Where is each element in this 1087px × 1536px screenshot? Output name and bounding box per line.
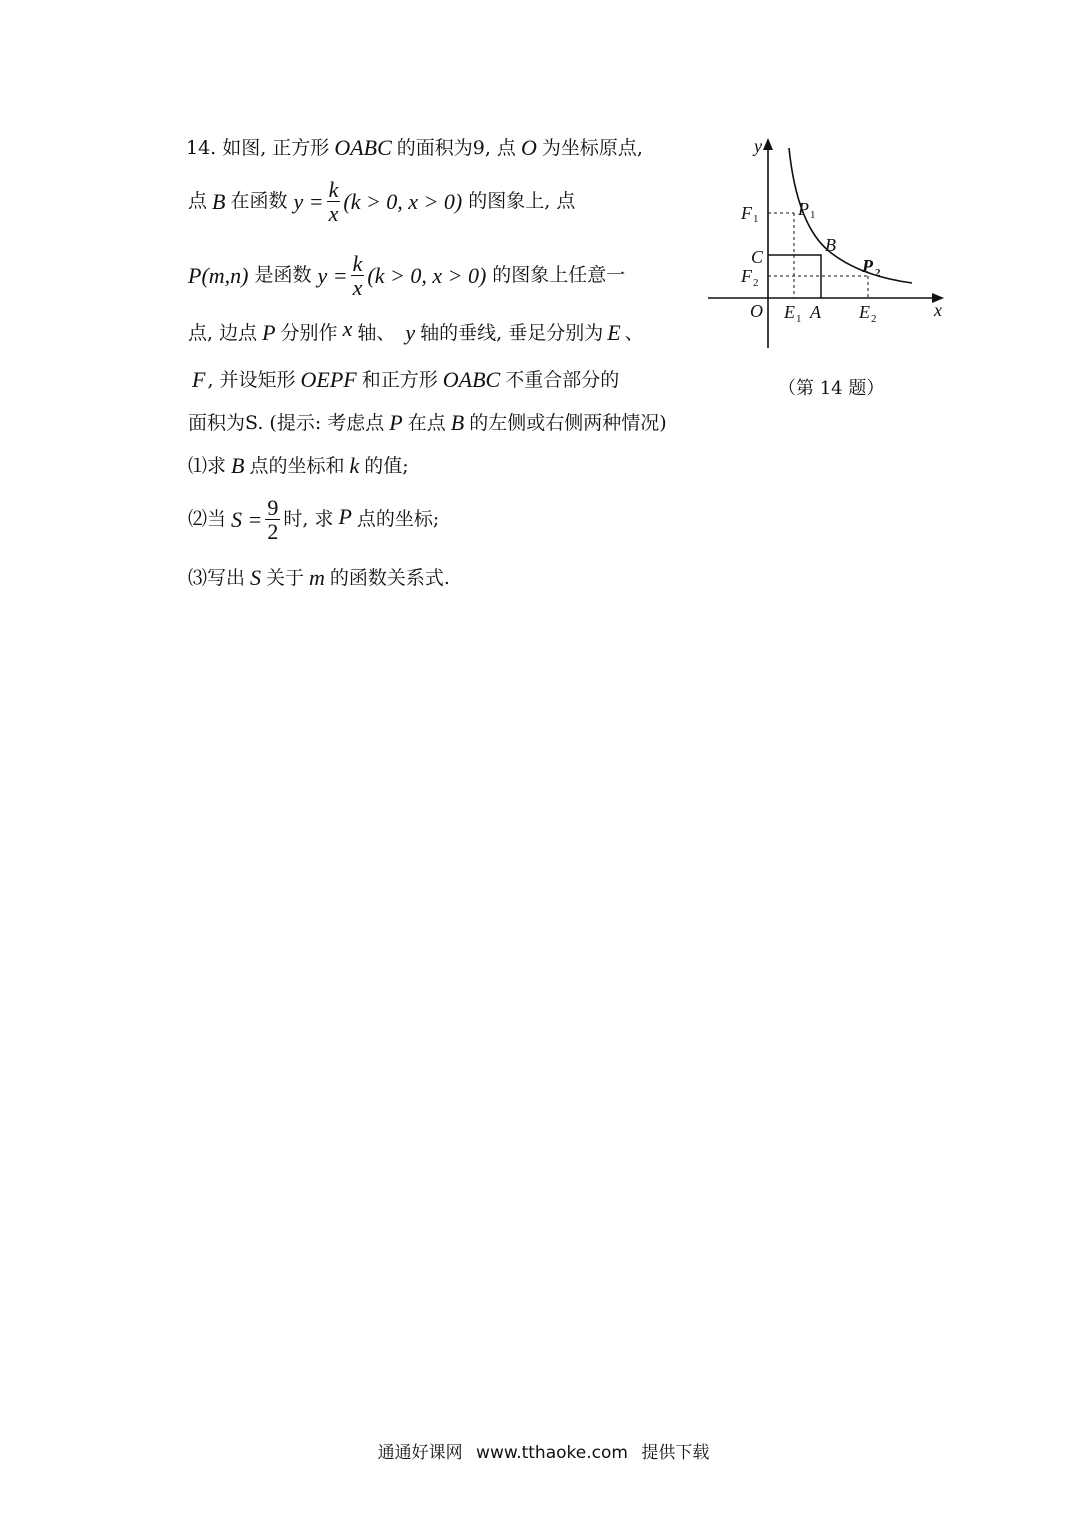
text: 在函数	[230, 190, 288, 213]
label-f1: F	[741, 203, 752, 223]
text: 不重合部分的	[505, 368, 620, 391]
problem-line-4	[188, 316, 644, 345]
math-condition: (k > 0, x > 0)	[343, 188, 463, 214]
math-var: F	[192, 367, 206, 392]
text: 是函数	[254, 264, 312, 287]
text: ⑵当	[188, 508, 227, 531]
label-e2-sub: 2	[871, 313, 877, 325]
text: 点的坐标;	[356, 508, 440, 531]
math-var: B	[450, 410, 465, 435]
problem-line-3	[188, 252, 625, 299]
text: 点, 边点	[188, 321, 258, 344]
text: 的值;	[364, 454, 409, 477]
figure-caption: （第 14 题）	[778, 378, 885, 399]
problem-number: 14.	[186, 136, 217, 159]
fraction-denominator: x	[328, 201, 339, 227]
text: 的图象上任意一	[492, 264, 626, 287]
text: 轴、	[357, 321, 396, 344]
math-condition: (k > 0, x > 0)	[367, 262, 487, 288]
math-var: B	[212, 188, 226, 214]
math-var: O	[520, 135, 537, 160]
text: 的函数关系式.	[329, 566, 450, 589]
text: 点的坐标和	[249, 454, 345, 477]
text: 轴的垂线, 垂足分别为	[420, 321, 604, 344]
text: ⑴求	[188, 454, 227, 477]
label-b: B	[825, 235, 836, 255]
label-p1-sub: 1	[810, 209, 816, 221]
label-e2: E	[859, 302, 870, 322]
problem-line-2	[188, 178, 575, 225]
math-expr: y =	[293, 188, 324, 214]
math-var: OABC	[334, 135, 392, 160]
question-3	[188, 567, 450, 589]
label-x: x	[934, 300, 942, 320]
math-var: OEPF	[300, 367, 357, 392]
math-expr: y =	[317, 262, 348, 288]
footer-site-name: 通通好课网	[377, 1443, 463, 1463]
math-var: x	[342, 316, 353, 341]
label-a: A	[810, 302, 821, 322]
text: 在点	[407, 411, 446, 434]
label-p1: P	[798, 199, 809, 219]
coordinate-figure	[700, 130, 960, 400]
question-2	[188, 496, 439, 543]
math-var: P	[389, 410, 403, 435]
label-o: O	[750, 301, 763, 321]
math-var: E	[607, 320, 621, 345]
fraction-numerator: 9	[267, 495, 279, 520]
math-var: S	[250, 565, 262, 590]
math-expr: P(m,n)	[188, 262, 249, 288]
label-e1: E	[784, 302, 795, 322]
text: 的图象上, 点	[468, 190, 576, 213]
fraction-numerator: k	[352, 251, 363, 276]
label-y: y	[754, 136, 762, 156]
footer-suffix: 提供下载	[641, 1443, 710, 1463]
problem-line-1	[186, 137, 643, 159]
text: 关于	[266, 566, 305, 589]
text: 分别作	[280, 321, 338, 344]
text: 、	[624, 321, 644, 344]
math-var: y	[405, 320, 416, 345]
footer-url: www.tthaoke.com	[476, 1443, 628, 1463]
label-c: C	[751, 247, 764, 267]
text: ⑶写出	[188, 566, 246, 589]
fraction-denominator: 2	[267, 519, 279, 545]
text: 和正方形	[361, 368, 438, 391]
math-var: m	[309, 565, 325, 590]
math-var: k	[349, 453, 360, 478]
math-var: OABC	[442, 367, 501, 392]
text: 时, 求	[283, 508, 334, 531]
label-e1-sub: 1	[796, 313, 802, 325]
label-f2-sub: 2	[753, 277, 759, 289]
text: 的左侧或右侧两种情况)	[469, 411, 667, 434]
text: 的面积为9, 点	[396, 136, 516, 159]
fraction-k-over-x	[351, 252, 365, 299]
math-expr: S =	[231, 506, 263, 532]
question-1	[188, 455, 409, 477]
fraction-nine-halves	[265, 496, 280, 543]
text: 如图, 正方形	[222, 136, 330, 159]
text: 面积为S. (提示: 考虑点	[188, 411, 385, 434]
label-f1-sub: 1	[753, 213, 759, 225]
label-p2-sub: 2	[875, 267, 881, 279]
problem-line-5	[188, 369, 619, 391]
math-var: P	[338, 503, 352, 529]
fraction-numerator: k	[328, 177, 339, 202]
math-var: B	[231, 453, 245, 478]
fraction-k-over-x	[327, 178, 341, 225]
page-footer	[0, 1438, 1087, 1463]
y-axis-arrow	[763, 138, 773, 150]
fraction-denominator: x	[352, 275, 363, 301]
label-f2: F	[741, 266, 752, 286]
math-var: P	[262, 320, 276, 345]
text: 点	[188, 190, 208, 213]
label-p2: P	[862, 256, 873, 276]
text: , 并设矩形	[207, 368, 296, 391]
problem-line-6	[188, 412, 667, 434]
text: 为坐标原点,	[541, 136, 643, 159]
